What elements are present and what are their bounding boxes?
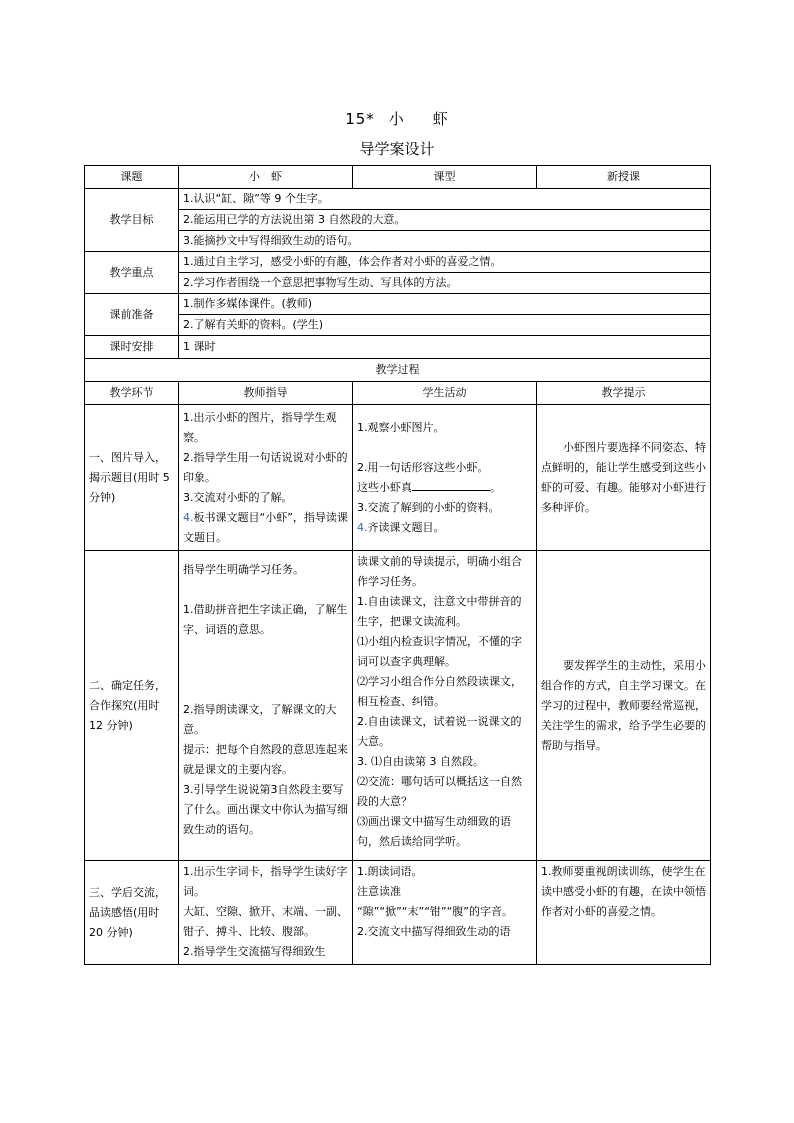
goal-item: 3.能摘抄文中写得细致生动的语句。 bbox=[183, 234, 359, 247]
time-value: 1 课时 bbox=[179, 336, 711, 359]
teacher-step: 大缸、空隙、掀开、末端、一副、钳子、搏斗、比较、腹部。 bbox=[183, 905, 348, 938]
student-step: 3. ⑴自由读第 3 自然段。 bbox=[357, 755, 484, 768]
teacher-step: 提示：把每个自然段的意思连起来就是课文的主要内容。 bbox=[183, 743, 348, 776]
header-type-label: 课型 bbox=[353, 166, 537, 189]
header-topic-label: 课题 bbox=[85, 166, 179, 189]
section-1-teacher bbox=[179, 405, 353, 551]
header-row bbox=[85, 166, 711, 189]
page-title: 15* 小 虾 bbox=[345, 110, 449, 128]
section-3-row bbox=[85, 861, 711, 965]
goals-label: 教学目标 bbox=[85, 189, 179, 252]
student-step: 这些小虾真 。 bbox=[357, 478, 532, 498]
tip-text: 1.教师要重视朗读训练，使学生在读中感受小虾的有趣，在读中领悟作者对小虾的喜爱之情。 bbox=[541, 865, 706, 918]
document-subtitle: 导学案设计 bbox=[359, 140, 435, 158]
lesson-plan-table bbox=[84, 165, 711, 965]
section-2-row bbox=[85, 551, 711, 861]
student-step: 3.交流了解到的小虾的资料。 bbox=[357, 500, 500, 514]
answer-blank[interactable] bbox=[412, 478, 490, 491]
student-step: 1.自由读课文，注意文中带拼音的生字，把课文读流利。 bbox=[357, 595, 522, 628]
teacher-step: 2.指导学生交流描写得细致生 bbox=[183, 945, 326, 958]
key-content bbox=[179, 252, 711, 294]
teacher-step: 1.借助拼音把生字读正确，了解生字、词语的意思。 bbox=[183, 603, 348, 636]
teacher-step: 指导学生明确学习任务。 bbox=[183, 563, 304, 576]
section-1-tips bbox=[537, 405, 711, 551]
section-2-student bbox=[353, 551, 537, 861]
goal-item: 2.能运用已学的方法说出第 3 自然段的大意。 bbox=[179, 210, 710, 231]
prep-item: 1.制作多媒体课件。(教师) bbox=[179, 294, 710, 315]
student-step: 注意读准 bbox=[357, 885, 401, 898]
col-header-tips: 教学提示 bbox=[537, 382, 711, 405]
goal-item: 1.认识“缸、隙”等 9 个生字。 bbox=[179, 189, 710, 210]
student-step: 4.齐读课文题目。 bbox=[357, 520, 445, 534]
col-header-student: 学生活动 bbox=[353, 382, 537, 405]
student-step: 2.交流文中描写得细致生动的语 bbox=[357, 925, 511, 938]
section-3-student bbox=[353, 861, 537, 965]
goals-content bbox=[179, 189, 711, 252]
section-1-row bbox=[85, 405, 711, 551]
student-step: 2.自由读课文，试着说一说课文的大意。 bbox=[357, 715, 522, 748]
section-2-tips bbox=[537, 551, 711, 861]
section-2-label: 二、确定任务，合作探究(用时 12 分钟) bbox=[85, 551, 179, 861]
prep-row bbox=[85, 294, 711, 336]
prep-item: 2.了解有关虾的资料。(学生) bbox=[183, 318, 324, 331]
prep-content bbox=[179, 294, 711, 336]
student-step: 读课文前的导读提示，明确小组合作学习任务。 bbox=[357, 555, 522, 588]
student-step: ⑶画出课文中描写生动细致的语句，然后读给同学听。 bbox=[357, 815, 511, 848]
tip-text: 要发挥学生的主动性，采用小组合作的方式，自主学习课文。在学习的过程中，教师要经常巡视，关注学生的需求，给予学生必要的帮助与指导。 bbox=[541, 658, 706, 752]
header-type-value: 新授课 bbox=[537, 166, 711, 189]
key-label: 教学重点 bbox=[85, 252, 179, 294]
student-step: “隙”“掀”“末”“钳”“腹”的字音。 bbox=[357, 905, 513, 918]
student-step: ⑵交流：哪句话可以概括这一自然段的大意？ bbox=[357, 775, 522, 808]
process-title-row bbox=[85, 359, 711, 382]
teacher-step: 3.交流对小虾的了解。 bbox=[183, 490, 293, 504]
teacher-step: 1.出示生字词卡，指导学生读好字词。 bbox=[183, 865, 348, 898]
teacher-step: 3.引导学生说说第3自然段主要写了什么。画出课文中你认为描写细致生动的语句。 bbox=[183, 783, 348, 836]
section-3-label: 三、学后交流，品读感悟(用时 20 分钟) bbox=[85, 861, 179, 965]
student-step: 2.用一句话形容这些小虾。 bbox=[357, 460, 489, 474]
student-step: 1.朗读词语。 bbox=[357, 865, 423, 878]
section-1-student bbox=[353, 405, 537, 551]
student-step: 1.观察小虾图片。 bbox=[357, 420, 445, 434]
section-1-label: 一、图片导入，揭示题目(用时 5 分钟) bbox=[85, 405, 179, 551]
key-item: 2.学习作者围绕一个意思把事物写生动、写具体的方法。 bbox=[183, 276, 458, 289]
prep-label: 课前准备 bbox=[85, 294, 179, 336]
tip-text: 小虾图片要选择不同姿态、特点鲜明的，能让学生感受到这些小虾的可爱、有趣。能够对小虾进行多种评价。 bbox=[541, 440, 706, 514]
key-row bbox=[85, 252, 711, 294]
teacher-step: 2.指导朗读课文，了解课文的大意。 bbox=[183, 703, 337, 736]
teacher-step: 4.板书课文题目“小虾”，指导读课文题目。 bbox=[183, 510, 348, 544]
col-header-teacher: 教师指导 bbox=[179, 382, 353, 405]
goals-row bbox=[85, 189, 711, 252]
teacher-step: 1.出示小虾的图片，指导学生观察。 bbox=[183, 410, 337, 444]
teacher-step: 2.指导学生用一句话说说对小虾的印象。 bbox=[183, 450, 348, 484]
section-3-teacher bbox=[179, 861, 353, 965]
student-step: ⑵学习小组合作分自然段读课文，相互检查、纠错。 bbox=[357, 675, 522, 708]
header-topic-value: 小 虾 bbox=[179, 166, 353, 189]
key-item: 1.通过自主学习，感受小虾的有趣，体会作者对小虾的喜爱之情。 bbox=[179, 252, 710, 273]
section-3-tips bbox=[537, 861, 711, 965]
time-label: 课时安排 bbox=[85, 336, 179, 359]
section-2-teacher bbox=[179, 551, 353, 861]
column-header-row bbox=[85, 382, 711, 405]
col-header-stage: 教学环节 bbox=[85, 382, 179, 405]
time-row bbox=[85, 336, 711, 359]
student-step: ⑴小组内检查识字情况，不懂的字词可以查字典理解。 bbox=[357, 635, 522, 668]
process-title: 教学过程 bbox=[85, 359, 711, 382]
